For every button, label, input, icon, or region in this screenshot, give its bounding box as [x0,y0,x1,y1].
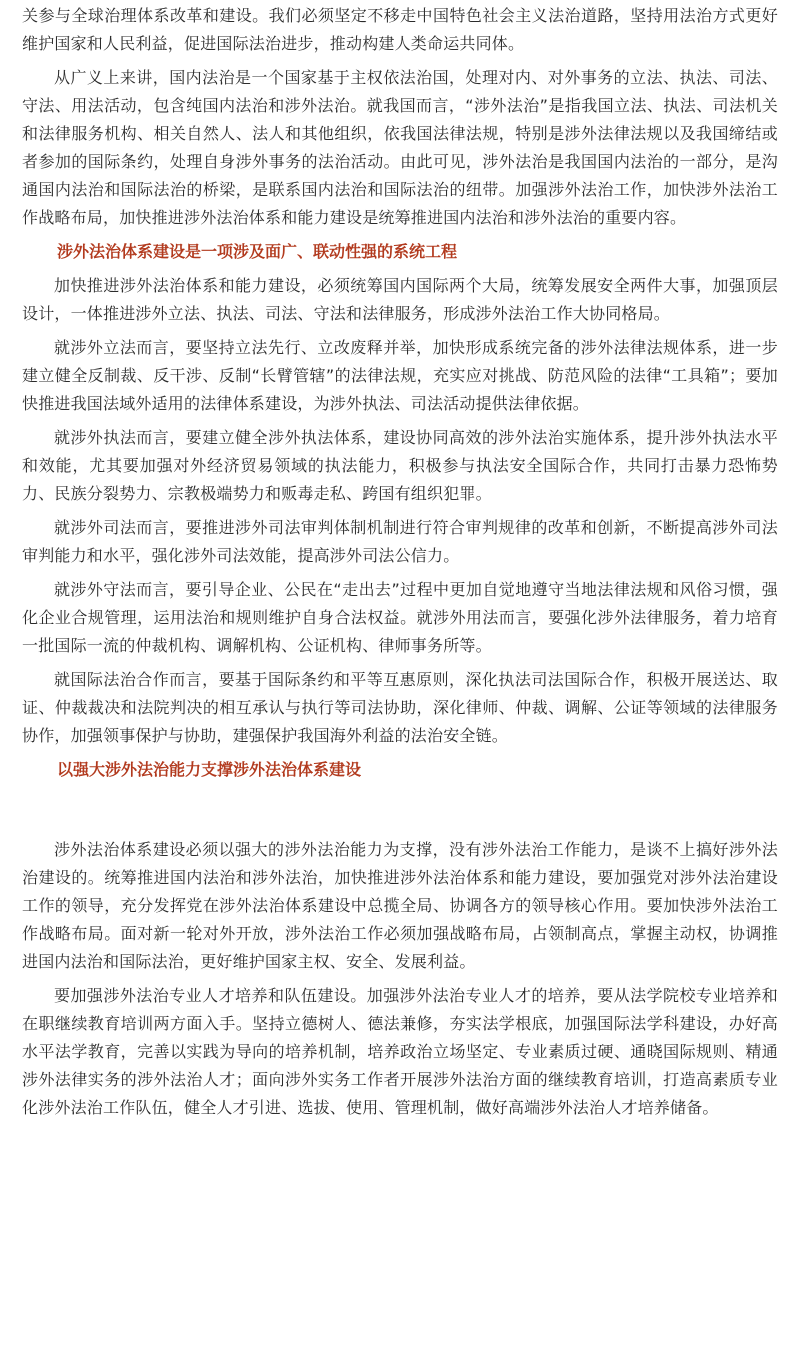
article-paragraph: 加快推进涉外法治体系和能力建设，必须统筹国内国际两个大局，统筹发展安全两件大事，加强顶层设计，一体推进涉外立法、执法、司法、守法和法律服务，形成涉外法治工作大协同格局。 [22,276,778,323]
article-paragraph: 关参与全球治理体系改革和建设。我们必须坚定不移走中国特色社会主义法治道路，坚持用法治方式更好维护国家和人民利益，促进国际法治进步，推动构建人类命运共同体。 [22,6,778,53]
article-paragraph: 就国际法治合作而言，要基于国际条约和平等互惠原则，深化执法司法国际合作，积极开展送达、取证、仲裁裁决和法院判决的相互承认与执行等司法协助，深化律师、仲裁、调解、公证等领域的法律服务协作，加强领事保护与协助，建强保护我国海外利益的法治安全链。 [22,670,778,745]
article-paragraph: 就涉外立法而言，要坚持立法先行、立改废释并举，加快形成系统完备的涉外法律法规体系，进一步建立健全反制裁、反干涉、反制“长臂管辖”的法律法规，充实应对挑战、防范风险的法律“工具箱”；要加快推进我国法域外适用的法律体系建设，为涉外执法、司法活动提供法律依据。 [22,338,778,413]
section-heading-system-engineering: 涉外法治体系建设是一项涉及面广、联动性强的系统工程 [57,242,458,261]
article-paragraph: 要加强涉外法治专业人才培养和队伍建设。加强涉外法治专业人才的培养，要从法学院校专业培养和在职继续教育培训两方面入手。坚持立德树人、德法兼修，夯实法学根底，加强国际法学科建设，办好高水平法学教育，完善以实践为导向的培养机制，培养政治立场坚定、专业素质过硬、通晓国际规则、精通涉外法律实务的涉外法治人才；面向涉外实务工作者开展涉外法治方面的继续教育培训，打造高素质专业化涉外法治工作队伍，健全人才引进、选拔、使用、管理机制，做好高端涉外法治人才培养储备。 [22,986,778,1117]
article-paragraph: 就涉外司法而言，要推进涉外司法审判体制机制进行符合审判规律的改革和创新，不断提高涉外司法审判能力和水平，强化涉外司法效能，提高涉外司法公信力。 [22,518,778,565]
article-paragraph: 就涉外守法而言，要引导企业、公民在“走出去”过程中更加自觉地遵守当地法律法规和风俗习惯，强化企业合规管理，运用法治和规则维护自身合法权益。就涉外用法而言，要强化涉外法律服务，着力培育一批国际一流的仲裁机构、调解机构、公证机构、律师事务所等。 [22,580,778,655]
article-paragraph: 涉外法治体系建设必须以强大的涉外法治能力为支撑，没有涉外法治工作能力，是谈不上搞好涉外法治建设的。统筹推进国内法治和涉外法治，加快推进涉外法治体系和能力建设，要加强党对涉外法治建设工作的领导，充分发挥党在涉外法治体系建设中总揽全局、协调各方的领导核心作用。要加快涉外法治工作战略布局。面对新一轮对外开放，涉外法治工作必须加强战略布局，占领制高点，掌握主动权，协调推进国内法治和国际法治，更好维护国家主权、安全、发展利益。 [22,840,778,971]
article-paragraph: 从广义上来讲，国内法治是一个国家基于主权依法治国，处理对内、对外事务的立法、执法、司法、守法、用法活动，包含纯国内法治和涉外法治。就我国而言，“涉外法治”是指我国立法、执法、司法机关和法律服务机构、相关自然人、法人和其他组织，依我国法律法规，特别是涉外法律法规以及我国缔结或者参加的国际条约，处理自身涉外事务的法治活动。由此可见，涉外法治是我国国内法治的一部分，是沟通国内法治和国际法治的桥梁，是联系国内法治和国际法治的纽带。加强涉外法治工作，加快涉外法治工作战略布局，加快推进涉外法治体系和能力建设是统筹推进国内法治和涉外法治的重要内容。 [22,68,778,227]
section-heading-capability: 以强大涉外法治能力支撑涉外法治体系建设 [57,760,362,779]
article-paragraph: 就涉外执法而言，要建立健全涉外执法体系，建设协同高效的涉外法治实施体系，提升涉外执法水平和效能，尤其要加强对外经济贸易领域的执法能力，积极参与执法安全国际合作，共同打击暴力恐怖势力、民族分裂势力、宗教极端势力和贩毒走私、跨国有组织犯罪。 [22,428,778,503]
